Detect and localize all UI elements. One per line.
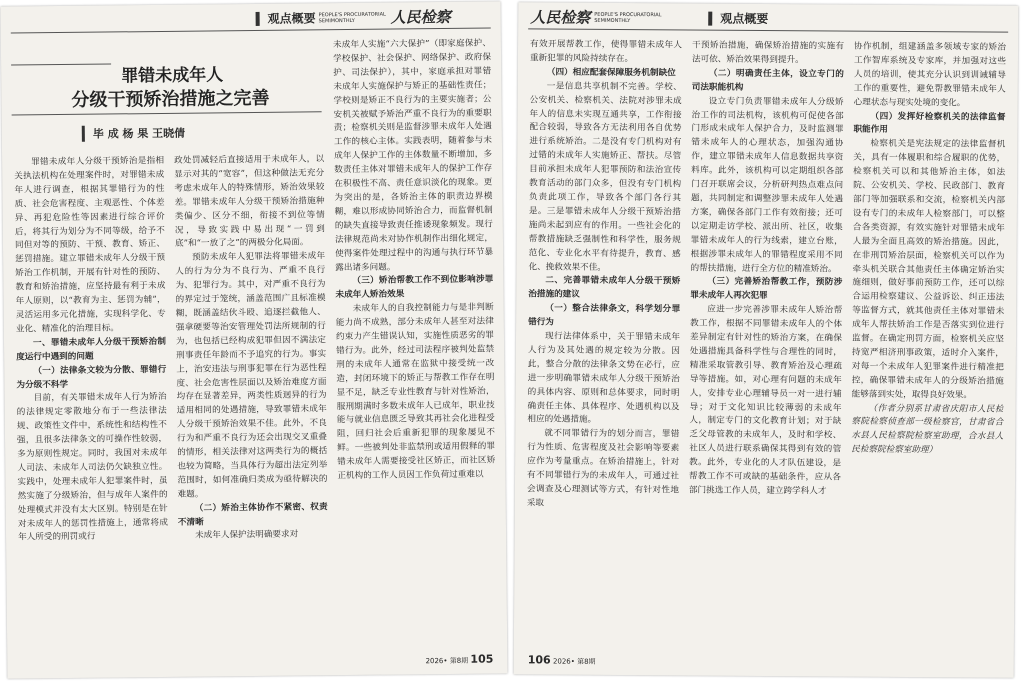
header-rule	[528, 28, 1008, 32]
section-label: 观点概要	[256, 11, 316, 26]
page-folio	[528, 653, 596, 666]
subsection-heading: （四）相应配套保障服务机制缺位	[546, 67, 676, 79]
section-heading: 一、罪错未成年人分级干预矫治制度运行中遇到的问题	[16, 336, 167, 363]
paragraph: 干预矫治措施，确保矫治措施的实施有法可依、矫治效果得到提升。	[691, 40, 845, 66]
section-label: 观点概要	[708, 12, 768, 26]
subsection-heading: （三）完善矫治帮教工作，预防涉罪未成年人再次犯罪	[690, 276, 843, 302]
paragraph: 现行法律体系中，关于罪错未成年人行为及其处遇的规定较为分散。因此，整合分散的法律条文势在必行，应进一步明确罪错未成年人分级干预矫治的具体内容、原则和总体要求，同时明确责任主体、具体程序、处遇机构以及相应的处遇措施。	[527, 331, 681, 426]
paragraph: 有效开展帮教工作，使得罪错未成年人重新犯罪的风险持续存在。	[529, 39, 683, 64]
paragraph: 预防未成年人犯罪法将罪错未成年人的行为分为不良行为、严重不良行为、犯罪行为。其中，对严重不良行为的界定过于笼统，涵盖范围广且标准模糊，既涵盖结伙斗殴、追逐拦截他人、强拿硬要等治安管理处罚法所规制的行为，也包括已经构成犯罪但因不满法定刑事责任年龄而不予追究的行为。事实上，治安违法与刑事犯罪在行为恶性程度、社会危害性层面以及矫治难度方面均存在显著差异，两类性质迥异的行为适用相同的处遇措施，导致罪错未成年人分级干预矫治效果不佳。此外，不良行为和严重不良行为还会出现交叉重叠的情形，相关法律对这两类行为的概括也较为简略，当具体行为超出法定列举范围时，如何准确归类成为亟待解决的难题。	[175, 251, 328, 500]
paragraph: 一是信息共享机制不完善。学校、公安机关、检察机关、法院对涉罪未成年人的信息未实现互通共享，工作衔接配合较弱，导致各方无法利用各自优势进行系统矫治。二是没有专门机构对有过错的未成年人实施矫正、帮扶。尽管目前承担未成年人犯罪预防和法治宣传教育活动的部门众多，但没有专门机构负责此项工作，导致各个部门各行其是。三是罪错未成年人分级干预矫治措施尚未起到应有的作用。一些社会化的帮教措施缺乏强制性和科学性，服务规范化、专业化水平有待提升，教育、感化、挽救效果不佳。	[528, 81, 682, 273]
subsection-heading: （二）矫治主体协作不紧密、权责不清晰	[177, 501, 328, 528]
masthead-chinese: 人民检察	[530, 8, 591, 27]
article-authors: 毕 成 杨 果 王晓倩	[82, 125, 185, 142]
header-rule	[11, 28, 491, 34]
article-title-line1: 罪错未成年人	[121, 65, 224, 87]
page-number: 106	[527, 653, 551, 667]
paragraph: 协作机制，组建涵盖多领域专家的矫治工作智库系统及专家库，并加强对这些人员的培训，使其充分认识到训诫辅导工作的重要性，避免帮教罪错未成年人心理状态与现实处境的变化。	[853, 41, 1007, 109]
left-page	[0, 1, 507, 678]
paragraph: 未成年人实施“六大保护”（即家庭保护、学校保护、社会保护、网络保护、政府保护、司法保护），其中，家庭承担对罪错未成年人实施保护与矫正的基础性责任；学校则是矫正不良行为的主要实施者；公安机关被赋予矫治严重不良行为的重要职责；检察机关则是监督涉罪未成年人处遇工作的核心主体。实践表明，随着参与未成年人保护工作的主体数量不断增加，多数责任主体对罪错未成年人的保护工作存在积极性不高、责任意识淡化的现象。更为突出的是，各矫治主体的职责边界模糊，难以形成协同矫治合力，而监督机制的缺失直接导致责任推诿现象频发。现行法律规范尚未对协作机制作出细化规定，使得案件处理过程中的沟通与执行环节暴露出诸多问题。	[332, 38, 494, 273]
paragraph: 政处罚减轻后直接适用于未成年人，以显示对其的“宽容”，但这种做法无充分考虑未成年人的特殊情形，矫治效果较差。罪错未成年人分级干预矫治措施种类偏少、区分不细，衔接不到位等情况，导致实践中易出现“一罚到底”和“一放了之”的两极分化局面。	[174, 154, 325, 250]
issue-label: 2026• 第8期	[552, 657, 596, 666]
masthead-english: PEOPLE'S PROCURATORIAL SEMIMONTHLY	[318, 11, 386, 24]
paragraph: 罪错未成年人分级干预矫治是指相关执法机构在处理案件时，对罪错未成年人进行调查，根据其罪错行为的性质、社会危害程度、主观恶性、个体差异、再犯危险性等因素进行综合评价后，将其行为划分为不同等级，给予不同但对等的预防、干预、教育、矫正、惩罚措施。建立罪错未成年人分级干预矫治工作机制，开展有针对性的预防、教育和矫治措施，应坚持最有利于未成年人原则，以“教育为主、惩罚为辅”，灵活运用多元化措施，实现科学化、专业化、精准化的治理目标。	[14, 155, 166, 335]
text-column-1	[526, 38, 682, 653]
page-header	[1, 3, 501, 34]
masthead	[530, 6, 662, 28]
paragraph: 未成年人保护法明确要求对	[194, 530, 299, 542]
paragraph: 应进一步完善涉罪未成年人矫治帮教工作，根据不同罪错未成年人的个体差异制定有针对性的矫治方案，在确保处遇措施具备科学性与合理性的同时，精准采取管教引导、教育矫治及心理疏导等措施。如，对心理有问题的未成年人，安排专业心理辅导员一对一进行辅导；对于文化知识比较薄弱的未成年人，制定专门的文化教育计划；对于缺乏父母管教的未成年人，及时和学校、社区人员进行联系确保其得到有效的管教。此外，专业化的人才队伍建设，是帮教工作不可或缺的基础条件，应从各部门挑选工作人员，建立跨学科人才	[688, 304, 843, 497]
subsection-heading: （一）整合法律条文，科学划分罪错行为	[528, 303, 681, 328]
section-heading: 二、完善罪错未成年人分级干预矫治措施的建议	[528, 275, 681, 301]
text-column-3	[850, 41, 1006, 656]
text-column-2	[688, 39, 844, 654]
subsection-heading: （四）发挥好检察机关的法律监督职能作用	[853, 111, 1006, 136]
article-title-line2: 分级干预矫治措施之完善	[71, 87, 270, 111]
page-header	[518, 4, 1018, 33]
masthead-english: PEOPLE'S PROCURATORIAL SEMIMONTHLY	[594, 11, 662, 24]
text-column-3	[333, 38, 497, 654]
author-note: （作者分别系甘肃省庆阳市人民检察院检察侦查部一级检察官，甘肃省合水县人民检察院检察室助理，合水县人民检察院检察室助理）	[851, 403, 1004, 456]
page-number: 105	[470, 652, 494, 666]
masthead	[319, 6, 451, 28]
text-column-2	[174, 153, 329, 655]
issue-label: 2026• 第8期	[425, 656, 469, 666]
paragraph: 就不同罪错行为的划分而言，罪错行为性质、危害程度及社会影响等要素应作为考量重点。在矫治措施上，针对有不同罪错行为的未成年人，可通过社会调查及心理测试等方式，有针对性地采取	[526, 428, 680, 509]
title-divider	[12, 111, 322, 115]
masthead-chinese: 人民检察	[390, 7, 451, 27]
subsection-heading: （二）明确责任主体，设立专门的司法职能机构	[691, 68, 844, 93]
paragraph: 目前，有关罪错未成年人行为矫治的法律规定零散地分布于一些法律法规、政策性文件中，系统性和结构性不强，且很多法律条文的可操作性较弱，多为原则性规定。同时，我国对未成年人司法、未成年人司法仍欠缺独立性。实践中，处理未成年人犯罪案件时，虽然实施了分级矫治，但与成年人案件的处理模式并没有太大区别。特别是在针对未成年人的惩罚性措施上，通常将成年人所受的刑罚或行	[16, 392, 168, 543]
title-divider	[11, 63, 111, 65]
right-page	[514, 2, 1019, 677]
subsection-heading: （三）矫治帮教工作不到位影响涉罪未成年人矫治效果	[335, 274, 494, 301]
paragraph: 设立专门负责罪错未成年人分级矫治工作的司法机构，该机构可促使各部门形成未成年人保护合力，及时监测罪错未成年人的心理状态，加强沟通协作，建立罪错未成年人信息数据共享资料库。此外，该机构可以定期组织各部门召开联席会议，分析研判热点难点问题，共同制定和调整涉罪未成年人处遇方案，确保各部门工作有效衔接；还可以定期走访学校、派出所、社区，收集罪错未成年人的行为线索，建立台账，根据涉罪未成年人的罪错程度采用不同的帮扶措施，进行全方位的精准矫治。	[690, 96, 844, 274]
page-folio	[425, 653, 493, 667]
paragraph: 检察机关是宪法规定的法律监督机关，具有一体履职和综合履职的优势，检察机关可以和其他矫治主体，如法院、公安机关、学校、民政部门、教育部门等加强联系和交流，检察机关内部设有专门的未成年人检察部门，可以整合各类资源，有效实施针对罪错未成年人最为全面且高效的矫治措施。因此，在非刑罚矫治层面，检察机关可以作为牵头机关联合其他责任主体确定矫治实施细则，做好事前预防工作，还可以综合运用检察建议、公益诉讼、纠正违法等监督方式，就其他责任主体对罪错未成年人帮扶矫治工作是否落实到位进行监督。在确定刑罚方面，检察机关应坚持宽严相济刑事政策，适时介入案件，对每一个未成年人犯罪案件进行精准把控，确保罪错未成年人的分级矫治措施能够落到实处，取得良好效果。	[851, 139, 1006, 401]
paragraph: 未成年人的自我控制能力与是非判断能力尚不成熟，部分未成年人甚至对法律约束力产生错误认知，实施性质恶劣的罪错行为。此外，经过司法程序被判处监禁刑的未成年人通常在监狱中接受统一改造，封闭环境下的矫正与帮教工作存在明显不足，缺乏专业性教育与针对性矫治，服刑期满时多数未成年人已成年，职业技能与就业信息匮乏导致其再社会化进程受阻，回归社会后重新犯罪的现象屡见不鲜。一些被判处非监禁刑或适用假释的罪错未成年人需要接受社区矫正，而社区矫正机构的工作人员因工作负荷过重难以	[335, 302, 496, 482]
text-column-1	[14, 155, 169, 657]
subsection-heading: （一）法律条文较为分散、罪错行为分级不科学	[16, 364, 167, 390]
